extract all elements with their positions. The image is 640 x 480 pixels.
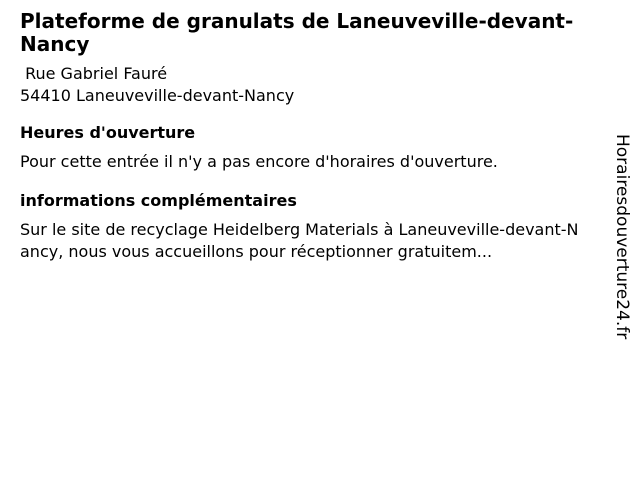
address-block: [20, 63, 582, 107]
opening-hours-text: Pour cette entrée il n'y a pas encore d'horaires d'ouverture.: [20, 152, 498, 171]
page-title: Plateforme de granulats de Laneuveville-devant-Nancy: [20, 9, 574, 56]
additional-info-heading: informations complémentaires: [20, 191, 297, 210]
additional-info-text: Sur le site de recyclage Heidelberg Materials à Laneuveville-devant-Nancy, nous vous accueillons pour réceptionner gratuitem...: [20, 220, 579, 261]
address-city: 54410 Laneuveville-devant-Nancy: [20, 86, 295, 105]
main-content: [20, 10, 582, 263]
address-street: Rue Gabriel Fauré: [20, 64, 168, 83]
additional-info-section: [20, 191, 582, 263]
opening-hours-section: [20, 123, 582, 173]
site-brand-vertical: Horairesdouverture24.fr: [612, 134, 632, 340]
opening-hours-heading: Heures d'ouverture: [20, 123, 196, 142]
